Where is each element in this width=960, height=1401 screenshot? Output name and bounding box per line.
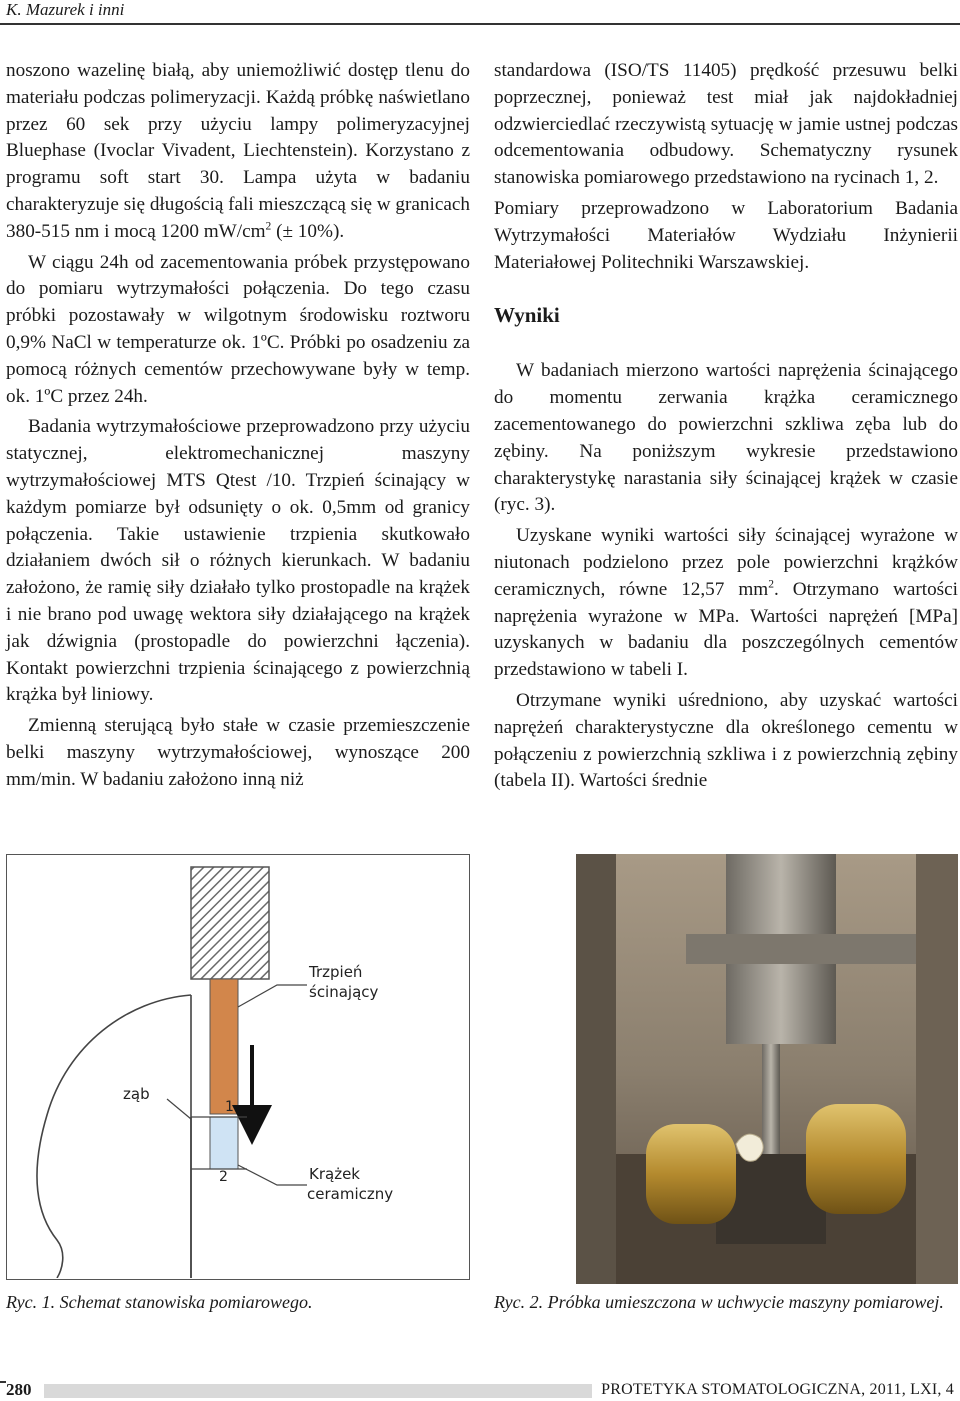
label-trzpien-line-1: Trzpień — [309, 963, 363, 981]
photo-illustration — [576, 854, 958, 1284]
leader-line-disc — [238, 1165, 307, 1185]
right-paragraph-5: Otrzymane wyniki uśredniono, aby uzyskać wartości naprężeń charakterystyczne dla określonego cementu w połączeniu z powierzchnią szkliwa i z powierzchnią zębiny (tabela II). Wartości średnie — [494, 689, 958, 792]
left-column — [6, 58, 470, 794]
label-krazek-line-2: ceramiczny — [307, 1185, 394, 1203]
left-paragraph-4: Zmienną sterującą było stałe w czasie przemieszczenie belki maszyny wytrzymałościowej, wynoszące 200 mm/min. W badaniu założono inną niż — [6, 715, 470, 790]
left-paragraph-2: W ciągu 24h od zacementowania próbek przystępowano do pomiaru wytrzymałości połączenia. Do tego czasu próbki pozostawały w wilgotnym środowisku roztworu 0,9% NaCl w temperaturze ok. 1ºC. Próbki po osadzeniu za pomocą różnych cementów przechowywane były w temp. ok. 1ºC przez 24h. — [6, 251, 470, 407]
left-paragraph-1: noszono wazelinę białą, aby uniemożliwić dostęp tlenu do materiału podczas polimeryzacji. Każdą próbkę naświetlano przez 60 sek przy użyciu lampy polimeryzacyjnej Bluephase (Ivoclar Vivadent, Liechtenstein). Korzystano z programu soft start 30. Lampa użyta w badaniu charakteryzuje się długością fali mieszczącą się w granicach 380-515 nm i mocą 1200 $mW/cm^2$ (± 10%). — [6, 60, 470, 242]
left-paragraph-3: Badania wytrzymałościowe przeprowadzono przy użyciu statycznej, elektromechanicznej maszyny wytrzymałościowej MTS Qtest /10. Trzpień ścinający w każdym pomiarze był odsunięty o ok. 0,5mm od granicy połączenia. Takie ustawienie trzpienia skutkowało działaniem dwóch sił o różnych kierunkach. W badaniu założono, że ramię siły działało tylko prostopadle na krążek i nie brano pod uwagę wektora siły działającego na krążek jak dźwignia (prostopadle do powierzchni łączenia). Kontakt powierzchni trzpienia ścinającego z powierzchnią krążka był liniowy. — [6, 416, 470, 706]
header-rule — [0, 23, 960, 25]
leader-line-zab — [167, 1099, 191, 1119]
right-column — [494, 58, 958, 795]
schematic-diagram — [7, 855, 468, 1278]
journal-name: PROTETYKA STOMATOLOGICZNA, 2011, LXI, 4 — [601, 1381, 954, 1398]
page-number: 280 — [6, 1380, 32, 1399]
clamp-bar — [686, 934, 916, 964]
figure-2-photo — [576, 854, 958, 1284]
brass-roller-left — [646, 1124, 736, 1224]
machine-column-left — [576, 854, 616, 1284]
machine-head-block — [191, 867, 269, 979]
right-paragraph-4: Uzyskane wyniki wartości siły ścinającej wyrażone w niutonach podzielono przez pole powierzchni krążków ceramicznych, równe 12,57 $mm^2$. Otrzymano wartości naprężenia wyrażone w MPa. Wartości naprężeń [MPa] uzyskanych w badaniu dla poszczególnych cementów przedstawiono w tabeli I. — [494, 525, 958, 681]
leader-line-pin — [238, 985, 307, 1007]
running-head: K. Mazurek i inni — [6, 0, 125, 19]
label-trzpien-line-2: ścinający — [309, 983, 379, 1001]
right-paragraph-2: Pomiary przeprowadzono w Laboratorium Badania Wytrzymałości Materiałów Wydziału Inżynierii Materiałowej Politechniki Warszawskiej. — [494, 197, 958, 273]
shearing-pin — [210, 979, 238, 1114]
label-1: 1 — [225, 1099, 234, 1115]
label-zab: ząb — [123, 1085, 150, 1103]
machine-column-right — [916, 854, 958, 1284]
label-2: 2 — [219, 1169, 228, 1185]
tooth-outline — [37, 995, 191, 1278]
footer-bar — [44, 1384, 592, 1398]
ceramic-disc — [210, 1117, 238, 1169]
figure-1-schematic — [6, 854, 470, 1280]
right-paragraph-1: standardowa (ISO/TS 11405) prędkość przesuwu belki poprzecznej, ponieważ test miał jak najdokładniej odzwierciedlać rzeczywistą sytuację w jamie ustnej podczas odcementowania odbudowy. Schematyczny rysunek stanowiska pomiarowego przedstawiono na rycinach 1, 2. — [494, 60, 958, 189]
brass-roller-right — [806, 1104, 906, 1214]
right-paragraph-3: W badaniach mierzono wartości naprężenia ścinającego do momentu zerwania krążka ceramicznego zacementowanego do powierzchni szkliwa zęba lub do zębiny. Na poniższym wykresie przedstawiono charakterystykę narastania siły ścinającej krążek w czasie (ryc. 3). — [494, 360, 958, 516]
label-krazek-line-1: Krążek — [309, 1165, 360, 1183]
figure-1-caption: Ryc. 1. Schemat stanowiska pomiarowego. — [6, 1292, 313, 1312]
shear-pin-rod — [762, 1044, 780, 1164]
figure-2-caption: Ryc. 2. Próbka umieszczona w uchwycie maszyny pomiarowej. — [494, 1292, 944, 1312]
section-heading-wyniki: Wyniki — [494, 303, 560, 328]
